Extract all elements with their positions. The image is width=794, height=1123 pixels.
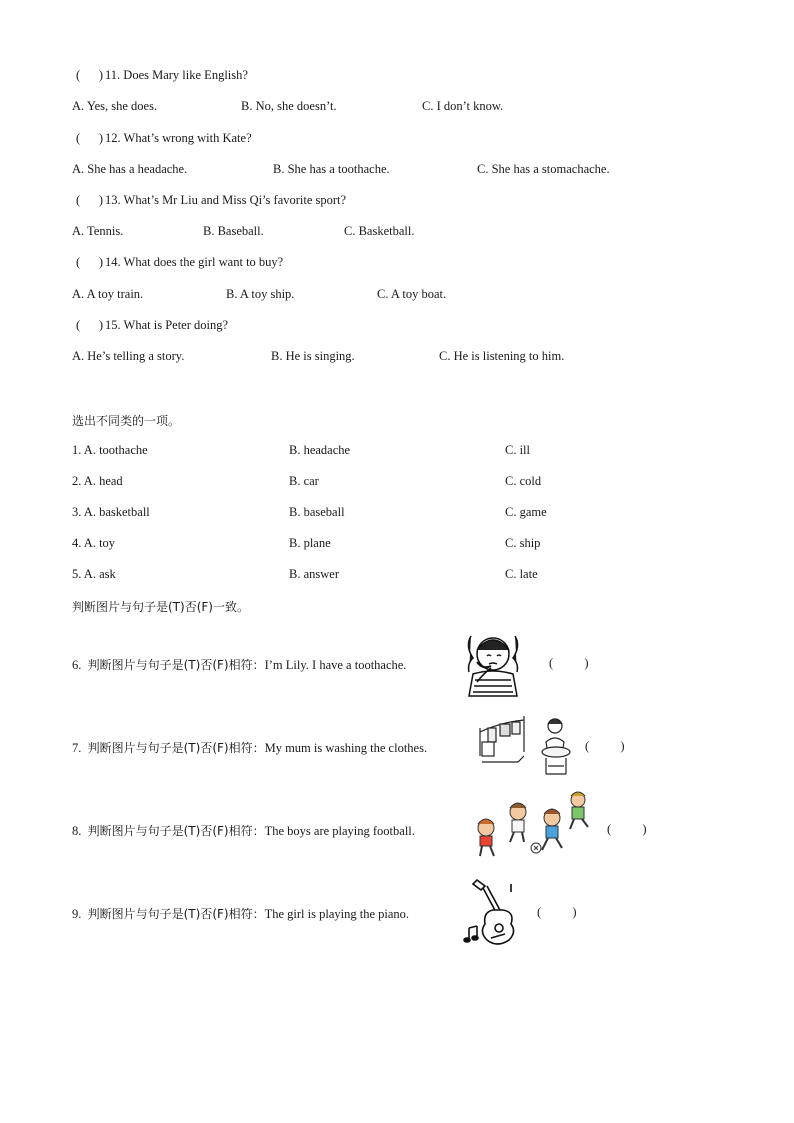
odd-5-b[interactable]: B. answer xyxy=(289,567,339,581)
option-11-c[interactable]: C. I don’t know. xyxy=(422,99,504,113)
answer-blank-12[interactable]: ( ) xyxy=(76,131,104,145)
true-false-heading: 判断图片与句子是(T)否(F)一致。 xyxy=(72,600,249,614)
odd-2-b[interactable]: B. car xyxy=(289,474,319,488)
question-14: 14. What does the girl want to buy? xyxy=(105,255,284,269)
question-11: 11. Does Mary like English? xyxy=(105,68,248,82)
answer-blank-13[interactable]: ( ) xyxy=(76,193,104,207)
odd-3-a[interactable]: 3. A. basketball xyxy=(72,505,150,519)
option-14-c[interactable]: C. A toy boat. xyxy=(377,287,447,301)
answer-blank-11[interactable]: ( ) xyxy=(76,68,104,82)
option-12-b[interactable]: B. She has a toothache. xyxy=(273,162,390,176)
odd-4-a[interactable]: 4. A. toy xyxy=(72,536,116,550)
option-14-b[interactable]: B. A toy ship. xyxy=(226,287,295,301)
girl-toothache-picture xyxy=(461,628,525,700)
odd-2-c[interactable]: C. cold xyxy=(505,474,542,488)
option-14-a[interactable]: A. A toy train. xyxy=(72,287,144,301)
option-13-c[interactable]: C. Basketball. xyxy=(344,224,415,238)
answer-blank-14[interactable]: ( ) xyxy=(76,255,104,269)
washing-clothes-picture xyxy=(476,712,574,780)
question-15: 15. What is Peter doing? xyxy=(105,318,229,332)
option-13-b[interactable]: B. Baseball. xyxy=(203,224,264,238)
odd-1-a[interactable]: 1. A. toothache xyxy=(72,443,148,457)
odd-4-b[interactable]: B. plane xyxy=(289,536,331,550)
tf-blank-9[interactable]: ( ) xyxy=(537,905,577,919)
option-13-a[interactable]: A. Tennis. xyxy=(72,224,124,238)
tf-item-7: 7. 判断图片与句子是(T)否(F)相符：My mum is washing the clothes. xyxy=(72,741,428,755)
odd-1-c[interactable]: C. ill xyxy=(505,443,531,457)
tf-item-8: 8. 判断图片与句子是(T)否(F)相符：The boys are playing football. xyxy=(72,824,415,838)
option-15-c[interactable]: C. He is listening to him. xyxy=(439,349,565,363)
odd-5-a[interactable]: 5. A. ask xyxy=(72,567,116,581)
option-11-a[interactable]: A. Yes, she does. xyxy=(72,99,158,113)
tf-item-6: 6. 判断图片与句子是(T)否(F)相符：I’m Lily. I have a toothache. xyxy=(72,658,407,672)
boys-football-picture xyxy=(468,790,600,860)
answer-blank-15[interactable]: ( ) xyxy=(76,318,104,332)
option-12-a[interactable]: A. She has a headache. xyxy=(72,162,188,176)
odd-3-c[interactable]: C. game xyxy=(505,505,547,519)
tf-item-9: 9. 判断图片与句子是(T)否(F)相符：The girl is playing the piano. xyxy=(72,907,410,921)
option-11-b[interactable]: B. No, she doesn’t. xyxy=(241,99,337,113)
odd-4-c[interactable]: C. ship xyxy=(505,536,541,550)
tf-blank-6[interactable]: ( ) xyxy=(549,656,589,670)
odd-1-b[interactable]: B. headache xyxy=(289,443,351,457)
odd-2-a[interactable]: 2. A. head xyxy=(72,474,123,488)
tf-blank-8[interactable]: ( ) xyxy=(607,822,647,836)
odd-one-out-heading: 选出不同类的一项。 xyxy=(72,414,181,428)
guitar-picture xyxy=(463,876,523,950)
option-15-b[interactable]: B. He is singing. xyxy=(271,349,355,363)
option-12-c[interactable]: C. She has a stomachache. xyxy=(477,162,610,176)
question-13: 13. What’s Mr Liu and Miss Qi’s favorite sport? xyxy=(105,193,347,207)
odd-3-b[interactable]: B. baseball xyxy=(289,505,345,519)
odd-5-c[interactable]: C. late xyxy=(505,567,538,581)
tf-blank-7[interactable]: ( ) xyxy=(585,739,625,753)
option-15-a[interactable]: A. He’s telling a story. xyxy=(72,349,185,363)
question-12: 12. What’s wrong with Kate? xyxy=(105,131,252,145)
